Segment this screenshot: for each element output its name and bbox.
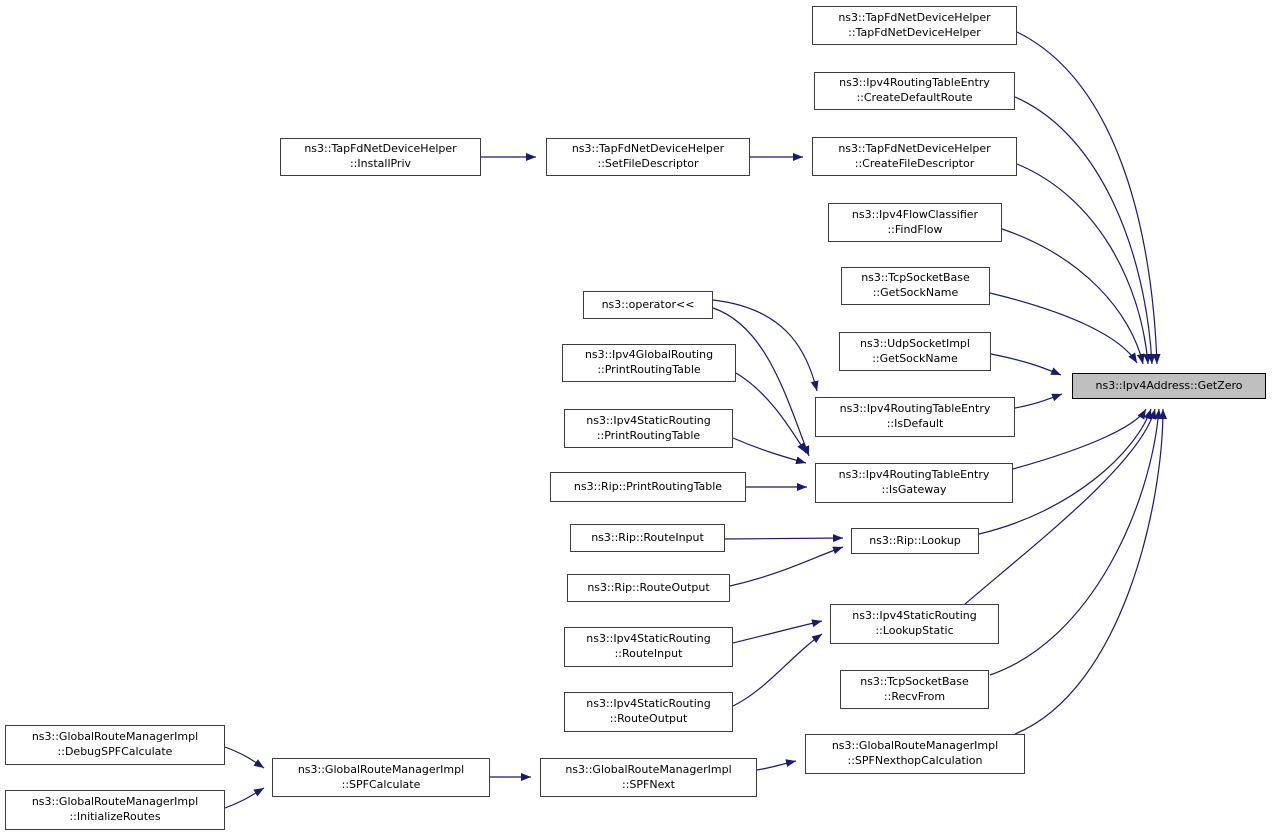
node-is-gateway[interactable]: ns3::Ipv4RoutingTableEntry ::IsGateway — [815, 463, 1013, 503]
node-create-default-route[interactable]: ns3::Ipv4RoutingTableEntry ::CreateDefaultRoute — [814, 72, 1015, 110]
node-operator-stream-insertion[interactable]: ns3::operator<< — [583, 291, 713, 319]
edge-global-print-to-is-gateway — [736, 373, 806, 453]
node-set-file-descriptor[interactable]: ns3::TapFdNetDeviceHelper ::SetFileDescriptor — [546, 138, 750, 176]
node-ipv4-global-routing-print-routing-table[interactable]: ns3::Ipv4GlobalRouting ::PrintRoutingTable — [562, 344, 736, 382]
node-spf-next[interactable]: ns3::GlobalRouteManagerImpl ::SPFNext — [540, 758, 757, 797]
node-recv-from[interactable]: ns3::TcpSocketBase ::RecvFrom — [840, 670, 989, 709]
edge-tapfd-constructor-to-get-zero — [1017, 32, 1157, 364]
node-get-zero: ns3::Ipv4Address::GetZero — [1072, 373, 1266, 399]
node-rip-print-routing-table[interactable]: ns3::Rip::PrintRoutingTable — [550, 472, 746, 502]
edge-create-file-descriptor-to-get-zero — [1017, 164, 1148, 364]
edge-rip-route-output-to-rip-lookup — [730, 547, 843, 586]
edge-is-gateway-to-get-zero — [1013, 409, 1146, 469]
node-tcp-get-sock-name[interactable]: ns3::TcpSocketBase ::GetSockName — [841, 267, 990, 305]
edge-static-route-input-to-lookup-static — [733, 621, 822, 643]
node-spf-nexthop-calculation[interactable]: ns3::GlobalRouteManagerImpl ::SPFNexthopCalculation — [805, 734, 1025, 774]
node-lookup-static[interactable]: ns3::Ipv4StaticRouting ::LookupStatic — [830, 604, 999, 644]
edge-is-default-to-get-zero — [1015, 394, 1062, 408]
node-ipv4-static-routing-print-routing-table[interactable]: ns3::Ipv4StaticRouting ::PrintRoutingTable — [564, 409, 733, 448]
edge-debug-spf-calculate-to-spf-calculate — [225, 747, 264, 768]
node-ipv4-static-routing-route-output[interactable]: ns3::Ipv4StaticRouting ::RouteOutput — [564, 692, 733, 732]
node-rip-lookup[interactable]: ns3::Rip::Lookup — [851, 528, 979, 554]
node-spf-calculate[interactable]: ns3::GlobalRouteManagerImpl ::SPFCalculate — [272, 758, 490, 797]
edge-find-flow-to-get-zero — [1002, 229, 1143, 364]
edge-rip-route-input-to-rip-lookup — [725, 538, 843, 539]
edge-spf-nexthop-calculation-to-get-zero — [1015, 409, 1163, 734]
node-initialize-routes[interactable]: ns3::GlobalRouteManagerImpl ::InitializeRoutes — [5, 790, 225, 830]
edge-tcp-get-sock-name-to-get-zero — [990, 293, 1137, 363]
edge-static-route-output-to-lookup-static — [733, 634, 822, 706]
node-rip-route-output[interactable]: ns3::Rip::RouteOutput — [567, 574, 730, 602]
node-create-file-descriptor[interactable]: ns3::TapFdNetDeviceHelper ::CreateFileDescriptor — [812, 137, 1017, 176]
node-debug-spf-calculate[interactable]: ns3::GlobalRouteManagerImpl ::DebugSPFCalculate — [5, 725, 225, 765]
node-udp-get-sock-name[interactable]: ns3::UdpSocketImpl ::GetSockName — [839, 332, 991, 371]
node-ipv4-static-routing-route-input[interactable]: ns3::Ipv4StaticRouting ::RouteInput — [564, 627, 733, 667]
node-tapfdnetdevicehelper-constructor[interactable]: ns3::TapFdNetDeviceHelper ::TapFdNetDeviceHelper — [812, 6, 1017, 45]
node-install-priv[interactable]: ns3::TapFdNetDeviceHelper ::InstallPriv — [280, 138, 481, 176]
node-is-default[interactable]: ns3::Ipv4RoutingTableEntry ::IsDefault — [815, 397, 1015, 437]
edge-initialize-routes-to-spf-calculate — [225, 788, 264, 808]
node-rip-route-input[interactable]: ns3::Rip::RouteInput — [570, 524, 725, 552]
node-find-flow[interactable]: ns3::Ipv4FlowClassifier ::FindFlow — [828, 203, 1002, 242]
edge-spf-next-to-spf-nexthop-calculation — [757, 761, 796, 770]
edge-static-print-to-is-gateway — [733, 438, 806, 463]
edge-lookup-static-to-get-zero — [965, 409, 1155, 604]
edge-udp-get-sock-name-to-get-zero — [991, 354, 1061, 375]
